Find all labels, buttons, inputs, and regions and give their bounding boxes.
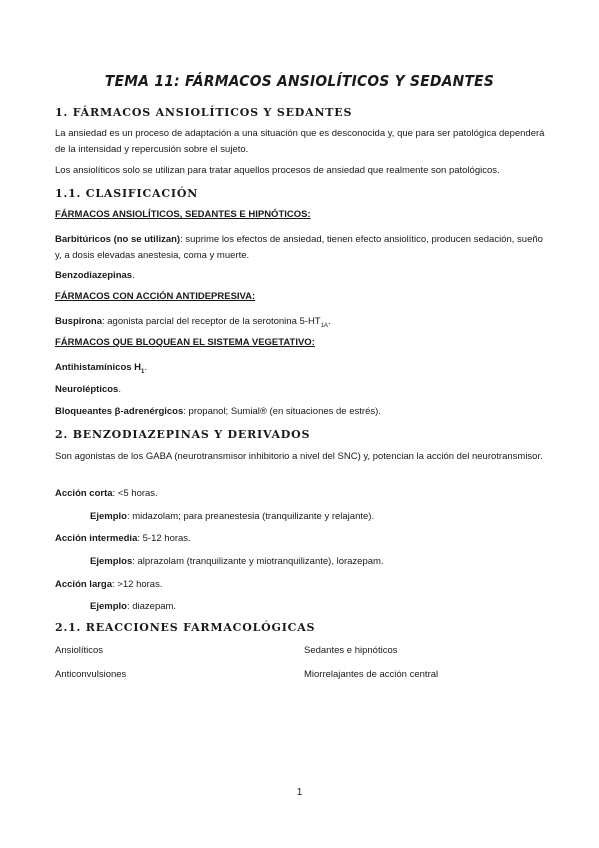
group-antidepresiva-title: FÁRMACOS CON ACCIÓN ANTIDEPRESIVA: xyxy=(55,291,256,302)
barbituricos-text: : suprime los efectos de ansiedad, tienen efecto ansiolítico, producen sedación, sueño y, a dosis elevadas anestesia, coma y muerte. xyxy=(55,234,543,261)
section-2-1-heading: 2.1. REACCIONES FARMACOLÓGICAS xyxy=(55,621,316,634)
neurolepticos-end: . xyxy=(118,384,121,395)
accion-corta-example-label: Ejemplo xyxy=(90,511,127,522)
accion-larga-example xyxy=(90,599,585,615)
accion-intermedia-example xyxy=(90,554,585,570)
accion-larga-label: Acción larga xyxy=(55,579,113,590)
buspirona-subscript: 1A xyxy=(320,322,328,329)
accion-corta-example-text: : midazolam; para preanestesia (tranquilizante y relajante). xyxy=(126,511,375,522)
accion-larga-text: : >12 horas. xyxy=(112,579,163,590)
benzodiazepinas-item xyxy=(55,268,550,284)
section-1-1-heading: 1.1. CLASIFICACIÓN xyxy=(55,187,199,200)
neurolepticos-label: Neurolépticos xyxy=(55,384,119,395)
barbituricos-item xyxy=(55,232,550,264)
bloqueantes-item xyxy=(55,404,550,420)
reaction-item: Sedantes e hipnóticos xyxy=(304,645,398,656)
section-2-heading: 2. BENZODIAZEPINAS Y DERIVADOS xyxy=(55,428,311,441)
benzodiazepinas-label: Benzodiazepinas xyxy=(55,270,133,281)
antihistaminicos-label: Antihistamínicos H xyxy=(55,362,142,373)
bloqueantes-text: : propanol; Sumial® (en situaciones de estrés). xyxy=(183,406,381,417)
reaction-item: Miorrelajantes de acción central xyxy=(304,669,439,680)
accion-intermedia-example-label: Ejemplos xyxy=(90,556,133,567)
accion-intermedia-example-text: : alprazolam (tranquilizante y miotranquilizante), lorazepam. xyxy=(132,556,384,567)
barbituricos-label: Barbitúricos (no se utilizan) xyxy=(55,234,181,245)
neurolepticos-item xyxy=(55,382,550,398)
accion-intermedia-item xyxy=(55,531,550,547)
section-1-paragraph-2: Los ansiolíticos solo se utilizan para tratar aquellos procesos de ansiedad que realmente son patológicos. xyxy=(55,165,500,176)
antihistaminicos-end: . xyxy=(144,362,148,373)
group-ansioliticos-title: FÁRMACOS ANSIOLÍTICOS, SEDANTES E HIPNÓTICOS: xyxy=(55,209,311,220)
accion-corta-item xyxy=(55,486,550,502)
section-1-paragraph-1: La ansiedad es un proceso de adaptación a una situación que es desconocida y, que para ser patológica dependerá de la intensidad y repercusión sobre el sujeto. xyxy=(55,128,545,155)
page-number: 1 xyxy=(296,787,303,798)
group-vegetativo-title: FÁRMACOS QUE BLOQUEAN EL SISTEMA VEGETATIVO: xyxy=(55,337,315,348)
page-title: TEMA 11: FÁRMACOS ANSIOLÍTICOS Y SEDANTES xyxy=(104,72,495,90)
section-1-heading: 1. FÁRMACOS ANSIOLÍTICOS Y SEDANTES xyxy=(55,106,353,119)
accion-intermedia-label: Acción intermedia xyxy=(55,533,138,544)
buspirona-end: . xyxy=(327,316,331,327)
accion-corta-label: Acción corta xyxy=(55,488,113,499)
accion-intermedia-text: : 5-12 horas. xyxy=(137,533,191,544)
buspirona-label: Buspirona xyxy=(55,316,102,327)
accion-larga-item xyxy=(55,577,550,593)
benzodiazepinas-text: . xyxy=(132,270,135,281)
buspirona-text: : agonista parcial del receptor de la serotonina 5-HT xyxy=(101,316,321,327)
accion-larga-example-text: : diazepam. xyxy=(126,601,177,612)
buspirona-item xyxy=(55,314,550,334)
accion-corta-text: : <5 horas. xyxy=(112,488,158,499)
section-2-paragraph: Son agonistas de los GABA (neurotransmisor inhibitorio a nivel del SNC) y, potencian la acción del neurotransmisor. xyxy=(55,451,543,462)
accion-larga-example-label: Ejemplo xyxy=(90,601,127,612)
antihistaminicos-subscript: 1 xyxy=(141,368,145,375)
reaction-item: Ansiolíticos xyxy=(55,645,104,656)
reaction-item: Anticonvulsiones xyxy=(55,669,127,680)
bloqueantes-label: Bloqueantes β-adrenérgicos xyxy=(55,406,184,417)
accion-corta-example xyxy=(90,509,585,525)
antihistaminicos-item xyxy=(55,360,550,380)
